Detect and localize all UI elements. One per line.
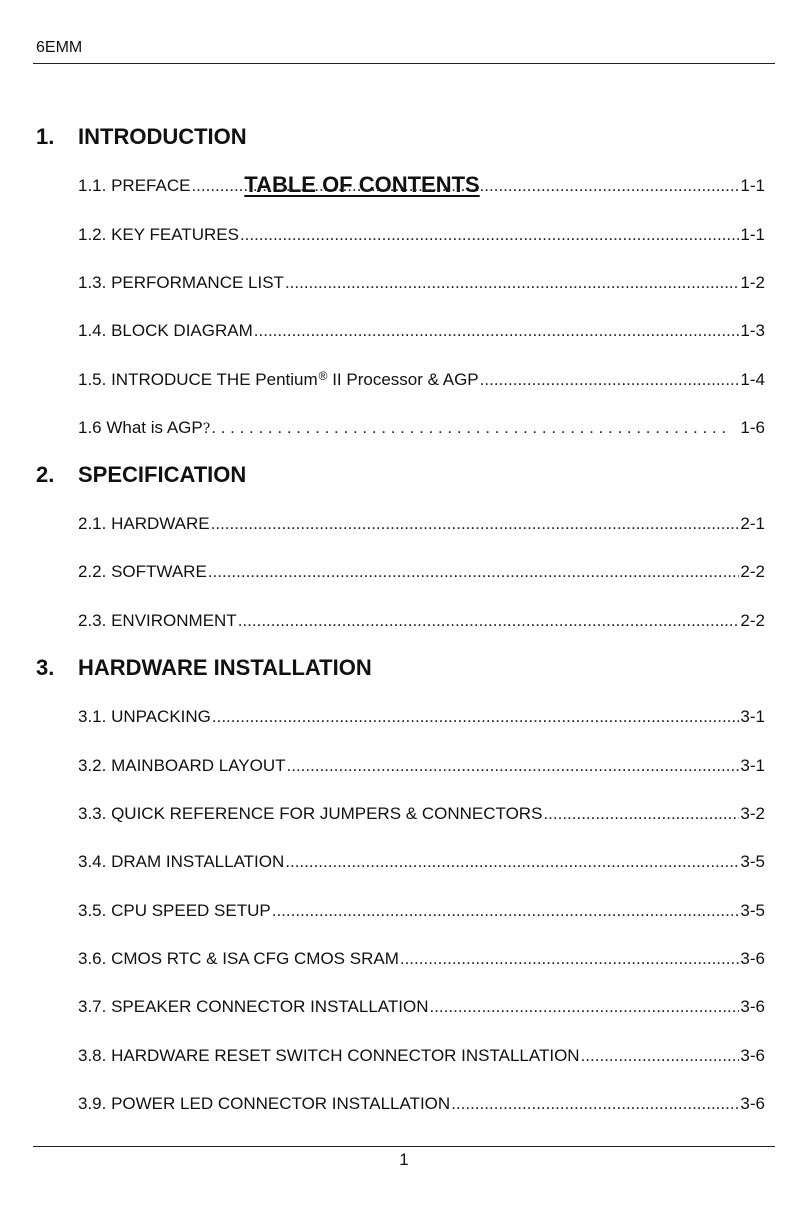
toc-entry-page: 1-1 [740, 176, 765, 195]
toc-entry-quick-reference[interactable] [78, 804, 765, 824]
footer-divider [33, 1146, 775, 1147]
section-title: INTRODUCTION [78, 124, 247, 149]
toc-entry-performance-list[interactable] [78, 273, 765, 293]
dot-leader [581, 1046, 740, 1066]
section-title: HARDWARE INSTALLATION [78, 655, 372, 680]
toc-entry-page: 3-5 [740, 852, 765, 871]
toc-entry-page: 3-1 [740, 756, 765, 775]
toc-entry-label: 3.2. MAINBOARD LAYOUT [78, 756, 286, 775]
section-title: SPECIFICATION [78, 462, 247, 487]
dot-leader [285, 273, 739, 293]
toc-entry-unpacking[interactable] [78, 707, 765, 727]
dot-leader [285, 852, 739, 872]
toc-entry-page: 1-2 [740, 273, 765, 292]
dot-leader [211, 418, 728, 438]
toc-entry-page: 3-6 [740, 1046, 765, 1065]
toc-entry-page: 1-4 [740, 370, 765, 389]
section-number: 2. [36, 462, 55, 487]
toc-entry-speaker-connector[interactable] [78, 997, 765, 1017]
toc-entry-cpu-speed-setup[interactable] [78, 901, 765, 921]
section-heading-introduction [36, 124, 764, 150]
toc-entry-page: 1-1 [740, 225, 765, 244]
toc-entry-label: 1.3. PERFORMANCE LIST [78, 273, 284, 292]
toc-entry-label: 3.4. DRAM INSTALLATION [78, 852, 285, 871]
header-divider [33, 63, 775, 64]
dot-leader [191, 176, 739, 196]
toc-entry-cmos-rtc[interactable] [78, 949, 765, 969]
toc-entry-label: 1.1. PREFACE [78, 176, 191, 195]
dot-leader [480, 370, 740, 390]
dot-leader [208, 562, 740, 582]
toc-entry-software[interactable] [78, 562, 765, 582]
toc-title: TABLE OF CONTENTS [244, 172, 480, 197]
toc-entry-label: 3.8. HARDWARE RESET SWITCH CONNECTOR INSTALLATION [78, 1046, 580, 1065]
toc-entry-page: 3-5 [740, 901, 765, 920]
label-suffix: II Processor & AGP [327, 370, 479, 389]
toc-entry-label: 3.3. QUICK REFERENCE FOR JUMPERS & CONNECTORS [78, 804, 543, 823]
toc-entry-page: 3-6 [740, 949, 765, 968]
toc-entry-page: 3-1 [740, 707, 765, 726]
dot-leader [238, 611, 740, 631]
dot-leader [429, 997, 739, 1017]
toc-entry-label: 2.3. ENVIRONMENT [78, 611, 237, 630]
dot-leader [451, 1094, 739, 1114]
section-number: 1. [36, 124, 55, 149]
toc-entry-label: 1.2. KEY FEATURES [78, 225, 239, 244]
dot-leader [240, 225, 739, 245]
dot-leader [272, 901, 740, 921]
section-heading-specification [36, 462, 764, 488]
toc-entry-label: 3.1. UNPACKING [78, 707, 211, 726]
toc-entry-what-is-agp[interactable] [78, 418, 765, 438]
dot-leader [543, 804, 739, 824]
toc-entry-label: 2.2. SOFTWARE [78, 562, 207, 581]
toc-entry-label [78, 418, 210, 438]
section-heading-hardware-installation [36, 655, 764, 681]
toc-entry-reset-switch-connector[interactable] [78, 1046, 765, 1066]
question-mark: ? [202, 421, 211, 437]
registered-mark: ® [318, 369, 328, 383]
toc-entry-label: 2.1. HARDWARE [78, 514, 210, 533]
toc-entry-page: 3-2 [740, 804, 765, 823]
toc-entry-key-features[interactable] [78, 225, 765, 245]
toc-entry-preface[interactable] [78, 176, 765, 196]
toc-entry-page: 1-6 [740, 418, 765, 437]
toc-entry-mainboard-layout[interactable] [78, 756, 765, 776]
toc-entry-label [78, 370, 479, 390]
toc-entry-power-led-connector[interactable] [78, 1094, 765, 1114]
dot-leader [211, 514, 740, 534]
page-number: 1 [399, 1150, 409, 1169]
toc-entry-label: 3.6. CMOS RTC & ISA CFG CMOS SRAM [78, 949, 399, 968]
toc-entry-introduce-pentium[interactable] [78, 370, 765, 390]
manual-model-header: 6EMM [36, 39, 83, 56]
dot-leader [287, 756, 740, 776]
toc-entry-dram-installation[interactable] [78, 852, 765, 872]
dot-leader [254, 321, 740, 341]
toc-entry-block-diagram[interactable] [78, 321, 765, 341]
dot-leader [212, 707, 740, 727]
label-text: 1.6 What is AGP [78, 418, 203, 437]
dot-leader [400, 949, 740, 969]
toc-entry-label: 3.5. CPU SPEED SETUP [78, 901, 271, 920]
toc-entry-page: 2-2 [740, 611, 765, 630]
toc-entry-label: 3.7. SPEAKER CONNECTOR INSTALLATION [78, 997, 429, 1016]
toc-entry-page: 2-1 [740, 514, 765, 533]
toc-entry-hardware[interactable] [78, 514, 765, 534]
toc-entry-environment[interactable] [78, 611, 765, 631]
section-number: 3. [36, 655, 55, 680]
toc-entry-label: 3.9. POWER LED CONNECTOR INSTALLATION [78, 1094, 451, 1113]
toc-entry-page: 3-6 [740, 1094, 765, 1113]
toc-entry-page: 3-6 [740, 997, 765, 1016]
label-prefix: 1.5. INTRODUCE THE Pentium [78, 370, 318, 389]
toc-entry-label: 1.4. BLOCK DIAGRAM [78, 321, 253, 340]
toc-entry-page: 2-2 [740, 562, 765, 581]
toc-entry-page: 1-3 [740, 321, 765, 340]
